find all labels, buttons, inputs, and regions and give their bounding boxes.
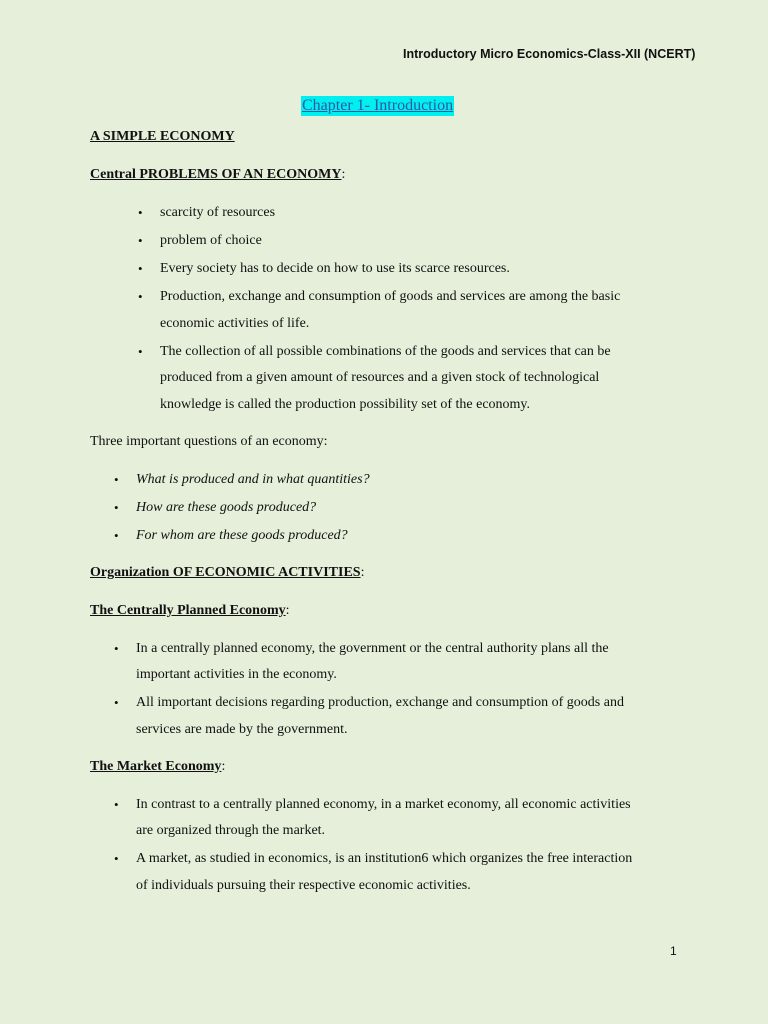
bullet-icon: • [114, 500, 119, 515]
list-item [138, 338, 611, 365]
central-problems-heading [90, 166, 345, 184]
list-item-continuation [160, 391, 530, 418]
centrally-planned-heading-text: The Centrally Planned Economy [90, 603, 286, 618]
central-problems-heading-text: Central PROBLEMS OF AN ECONOMY [90, 167, 342, 182]
list-item-continuation [136, 872, 471, 899]
bullet-icon: • [138, 233, 143, 248]
bullet-icon: • [138, 344, 143, 359]
centrally-planned-heading [90, 602, 290, 620]
three-questions-intro: Three important questions of an economy: [90, 434, 328, 449]
list-item [114, 635, 609, 662]
list-item-text: How are these goods produced? [136, 500, 317, 515]
list-item-text: Every society has to decide on how to use its scarce resources. [160, 261, 510, 276]
list-item [138, 255, 510, 282]
list-item [138, 283, 621, 310]
market-economy-heading-text: The Market Economy [90, 759, 222, 774]
list-item-text: knowledge is called the production possibility set of the economy. [160, 397, 531, 412]
list-item-continuation [160, 310, 309, 337]
list-item-continuation [136, 661, 337, 688]
list-item-continuation [136, 716, 347, 743]
list-item [114, 494, 317, 521]
list-item [114, 845, 633, 872]
list-item [114, 522, 348, 549]
list-item-text: produced from a given amount of resources and a given stock of technological [160, 370, 600, 385]
heading-colon: : [221, 759, 226, 774]
list-item-text: All important decisions regarding production, exchange and consumption of goods and [136, 695, 624, 710]
bullet-icon: • [138, 261, 143, 276]
heading-colon: : [285, 603, 290, 618]
list-item-text: of individuals pursuing their respective economic activities. [136, 878, 471, 893]
page-number: 1 [670, 944, 677, 958]
list-item-text: The collection of all possible combinations of the goods and services that can be [160, 344, 611, 359]
market-economy-heading [90, 758, 225, 776]
list-item-text: For whom are these goods produced? [136, 528, 348, 543]
list-item-text: problem of choice [160, 233, 262, 248]
bullet-icon: • [138, 289, 143, 304]
list-item-text: What is produced and in what quantities? [136, 472, 370, 487]
list-item-text: are organized through the market. [136, 823, 326, 838]
list-item-text: A market, as studied in economics, is an institution6 which organizes the free interaction [136, 851, 633, 866]
list-item [114, 791, 631, 818]
bullet-icon: • [114, 695, 119, 710]
heading-colon: : [341, 167, 346, 182]
list-item-text: Production, exchange and consumption of goods and services are among the basic [160, 289, 621, 304]
bullet-icon: • [114, 641, 119, 656]
list-item [114, 689, 624, 716]
list-item-text: important activities in the economy. [136, 667, 337, 682]
organization-heading-text: Organization OF ECONOMIC ACTIVITIES [90, 565, 361, 580]
list-item [138, 199, 276, 226]
bullet-icon: • [114, 472, 119, 487]
list-item-text: economic activities of life. [160, 316, 310, 331]
organization-heading [90, 564, 364, 582]
list-item-continuation [160, 364, 599, 391]
chapter-title: Chapter 1- Introduction [302, 97, 454, 114]
bullet-icon: • [114, 851, 119, 866]
list-item-text: In contrast to a centrally planned economy, in a market economy, all economic activities [136, 797, 631, 812]
bullet-icon: • [138, 205, 143, 220]
list-item [114, 466, 370, 493]
bullet-icon: • [114, 528, 119, 543]
list-item-continuation [136, 817, 325, 844]
section-title: A SIMPLE ECONOMY [90, 129, 235, 144]
page-header: Introductory Micro Economics-Class-XII (NCERT) [403, 47, 696, 61]
list-item-text: services are made by the government. [136, 722, 348, 737]
heading-colon: : [360, 565, 365, 580]
list-item [138, 227, 262, 254]
bullet-icon: • [114, 797, 119, 812]
list-item-text: In a centrally planned economy, the government or the central authority plans all the [136, 641, 609, 656]
list-item-text: scarcity of resources [160, 205, 276, 220]
